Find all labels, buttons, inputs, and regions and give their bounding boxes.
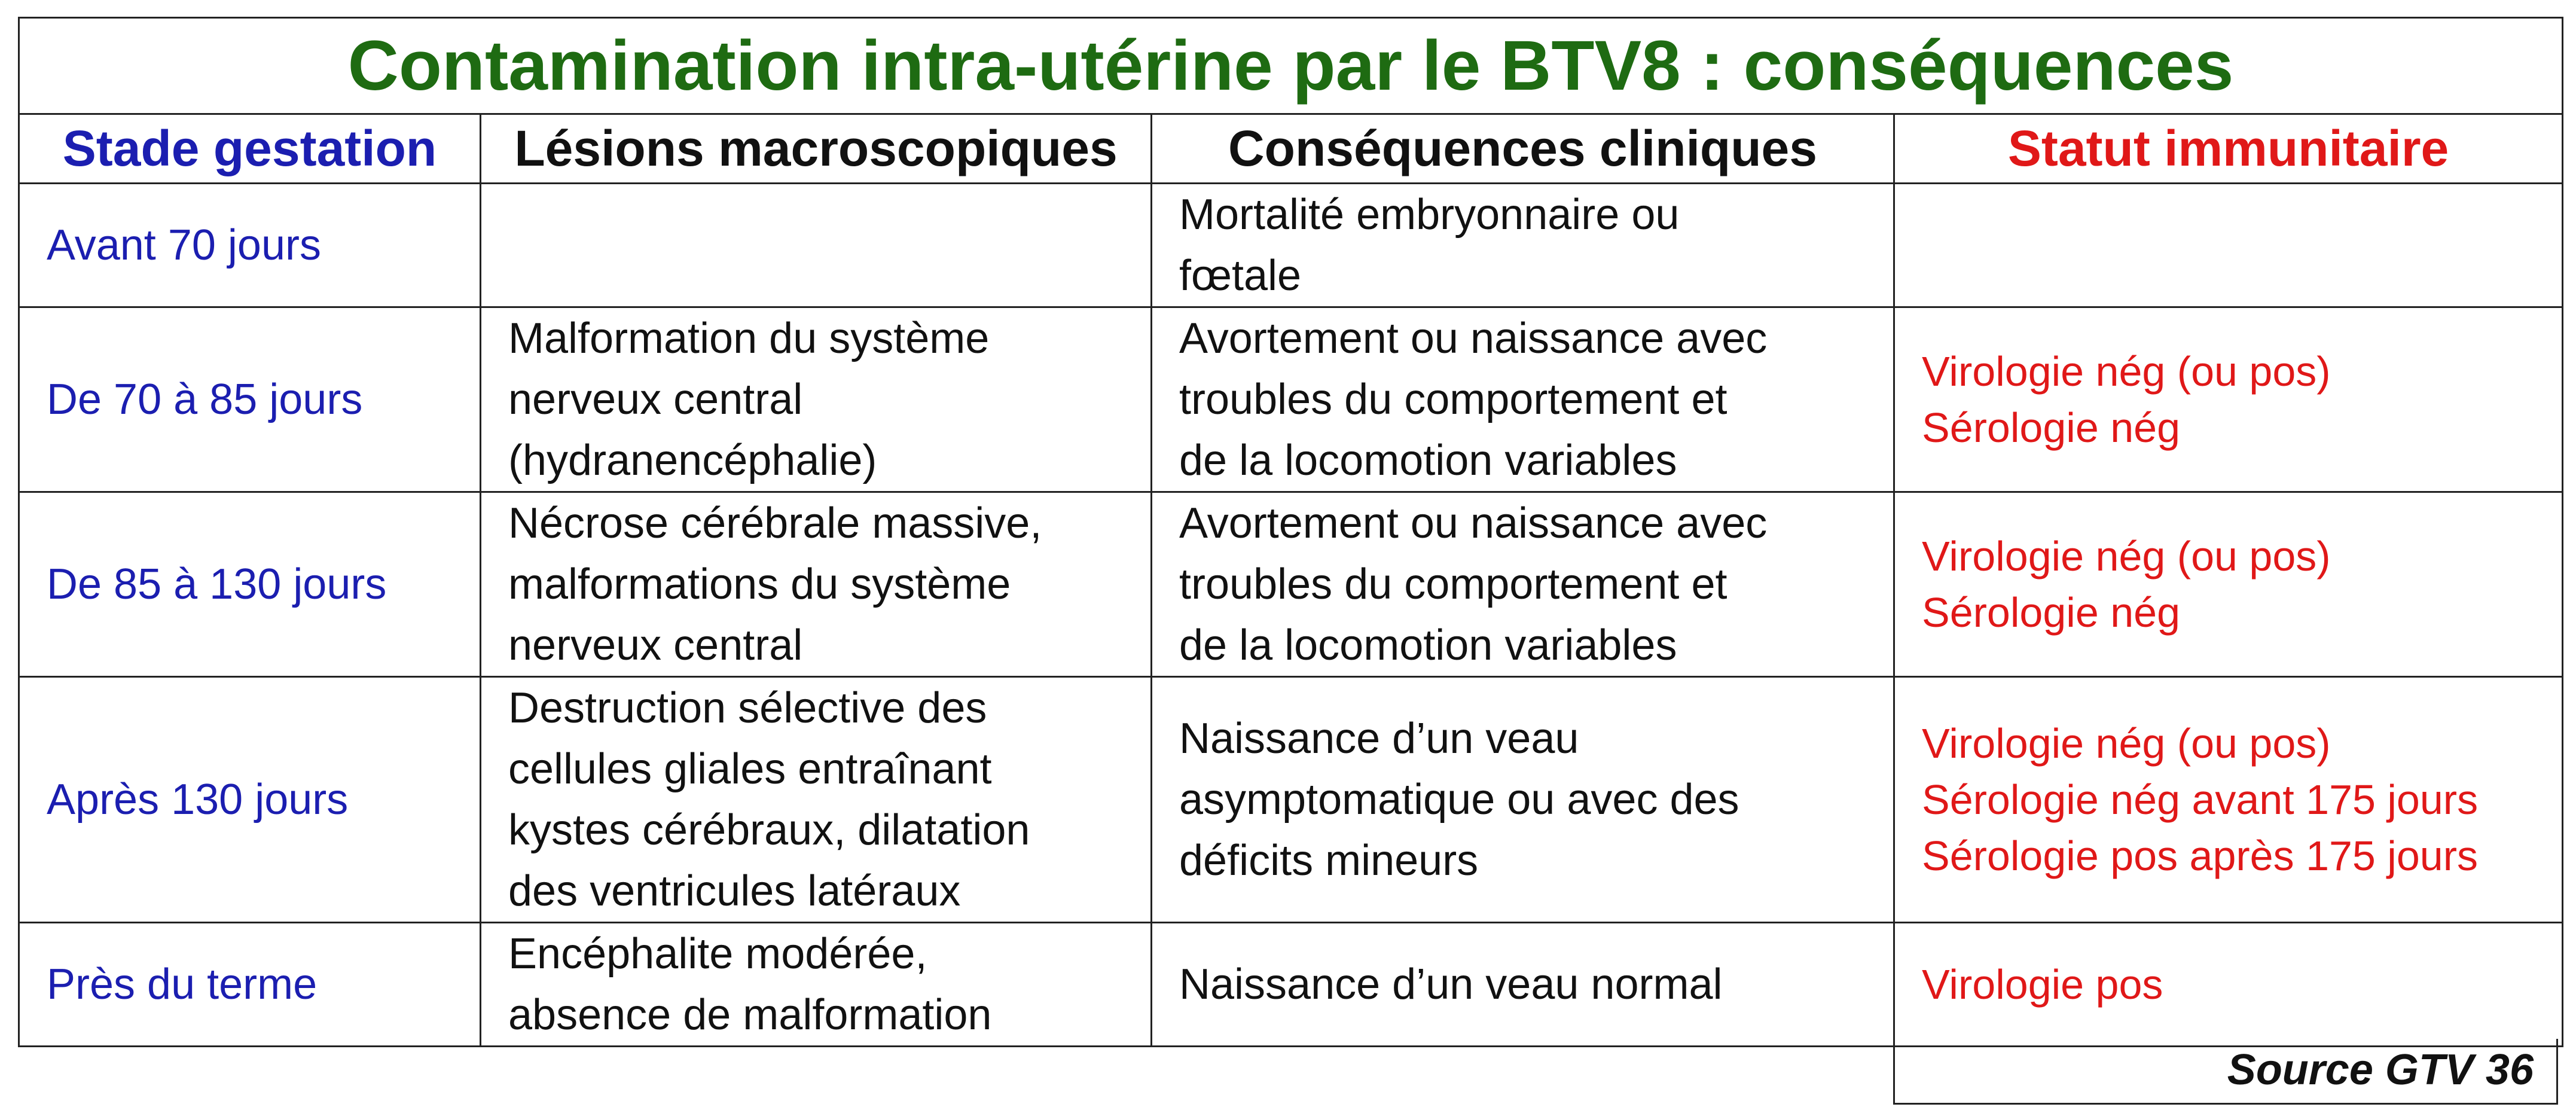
statut-line: Virologie nég (ou pos): [1922, 348, 2331, 395]
statut-line: Virologie pos: [1922, 961, 2163, 1008]
lesions-line: nerveux central: [508, 621, 803, 669]
stade-cell: Près du terme: [19, 923, 481, 1047]
lesions-line: Malformation du système: [508, 315, 990, 362]
lesions-line: absence de malformation: [508, 991, 992, 1039]
source-caption: Source GTV 36: [1893, 1039, 2558, 1105]
statut-line: Virologie nég (ou pos): [1922, 720, 2331, 767]
consequences-line: déficits mineurs: [1179, 837, 1479, 885]
statut-cell: [1894, 307, 2563, 492]
lesions-line: Destruction sélective des: [508, 684, 987, 732]
header-stade: Stade gestation: [19, 114, 481, 184]
statut-line: Sérologie nég: [1922, 404, 2180, 451]
statut-cell: [1894, 677, 2563, 923]
table-row: [19, 677, 2563, 923]
lesions-cell: [481, 184, 1152, 307]
lesions-cell: [481, 923, 1152, 1047]
consequences-line: de la locomotion variables: [1179, 621, 1677, 669]
header-consequences: Conséquences cliniques: [1152, 114, 1894, 184]
table-row: [19, 307, 2563, 492]
table-title: Contamination intra-utérine par le BTV8 : conséquences: [19, 18, 2563, 114]
statut-cell: [1894, 184, 2563, 307]
lesions-line: Nécrose cérébrale massive,: [508, 499, 1042, 547]
consequences-cell: [1152, 923, 1894, 1047]
consequences-table: [18, 17, 2563, 1047]
statut-cell: [1894, 923, 2563, 1047]
statut-line: Virologie nég (ou pos): [1922, 533, 2331, 580]
statut-cell: [1894, 492, 2563, 677]
table-row: [19, 184, 2563, 307]
consequences-line: Avortement ou naissance avec: [1179, 499, 1768, 547]
consequences-line: asymptomatique ou avec des: [1179, 776, 1739, 824]
consequences-line: fœtale: [1179, 252, 1302, 300]
lesions-cell: [481, 492, 1152, 677]
table-row: [19, 923, 2563, 1047]
consequences-line: de la locomotion variables: [1179, 437, 1677, 484]
consequences-line: troubles du comportement et: [1179, 560, 1727, 608]
consequences-line: Naissance d’un veau: [1179, 715, 1579, 763]
stade-cell: De 85 à 130 jours: [19, 492, 481, 677]
statut-line: Sérologie pos après 175 jours: [1922, 833, 2479, 879]
consequences-line: Naissance d’un veau normal: [1179, 960, 1723, 1008]
lesions-line: kystes cérébraux, dilatation: [508, 806, 1030, 854]
consequences-line: Mortalité embryonnaire ou: [1179, 191, 1680, 239]
lesions-line: cellules gliales entraînant: [508, 745, 992, 793]
table-row: [19, 492, 2563, 677]
consequences-cell: [1152, 184, 1894, 307]
lesions-line: nerveux central: [508, 376, 803, 423]
lesions-line: malformations du système: [508, 560, 1011, 608]
lesions-line: des ventricules latéraux: [508, 867, 961, 915]
lesions-cell: [481, 307, 1152, 492]
lesions-line: (hydranencéphalie): [508, 437, 877, 484]
lesions-line: Encéphalite modérée,: [508, 930, 927, 978]
lesions-cell: [481, 677, 1152, 923]
consequences-cell: [1152, 307, 1894, 492]
header-row: [19, 114, 2563, 184]
header-statut: Statut immunitaire: [1894, 114, 2563, 184]
statut-line: Sérologie nég: [1922, 589, 2180, 636]
consequences-line: troubles du comportement et: [1179, 376, 1727, 423]
consequences-cell: [1152, 492, 1894, 677]
stade-cell: De 70 à 85 jours: [19, 307, 481, 492]
consequences-cell: [1152, 677, 1894, 923]
consequences-line: Avortement ou naissance avec: [1179, 315, 1768, 362]
stade-cell: Après 130 jours: [19, 677, 481, 923]
stade-cell: Avant 70 jours: [19, 184, 481, 307]
header-lesions: Lésions macroscopiques: [481, 114, 1152, 184]
statut-line: Sérologie nég avant 175 jours: [1922, 776, 2479, 823]
